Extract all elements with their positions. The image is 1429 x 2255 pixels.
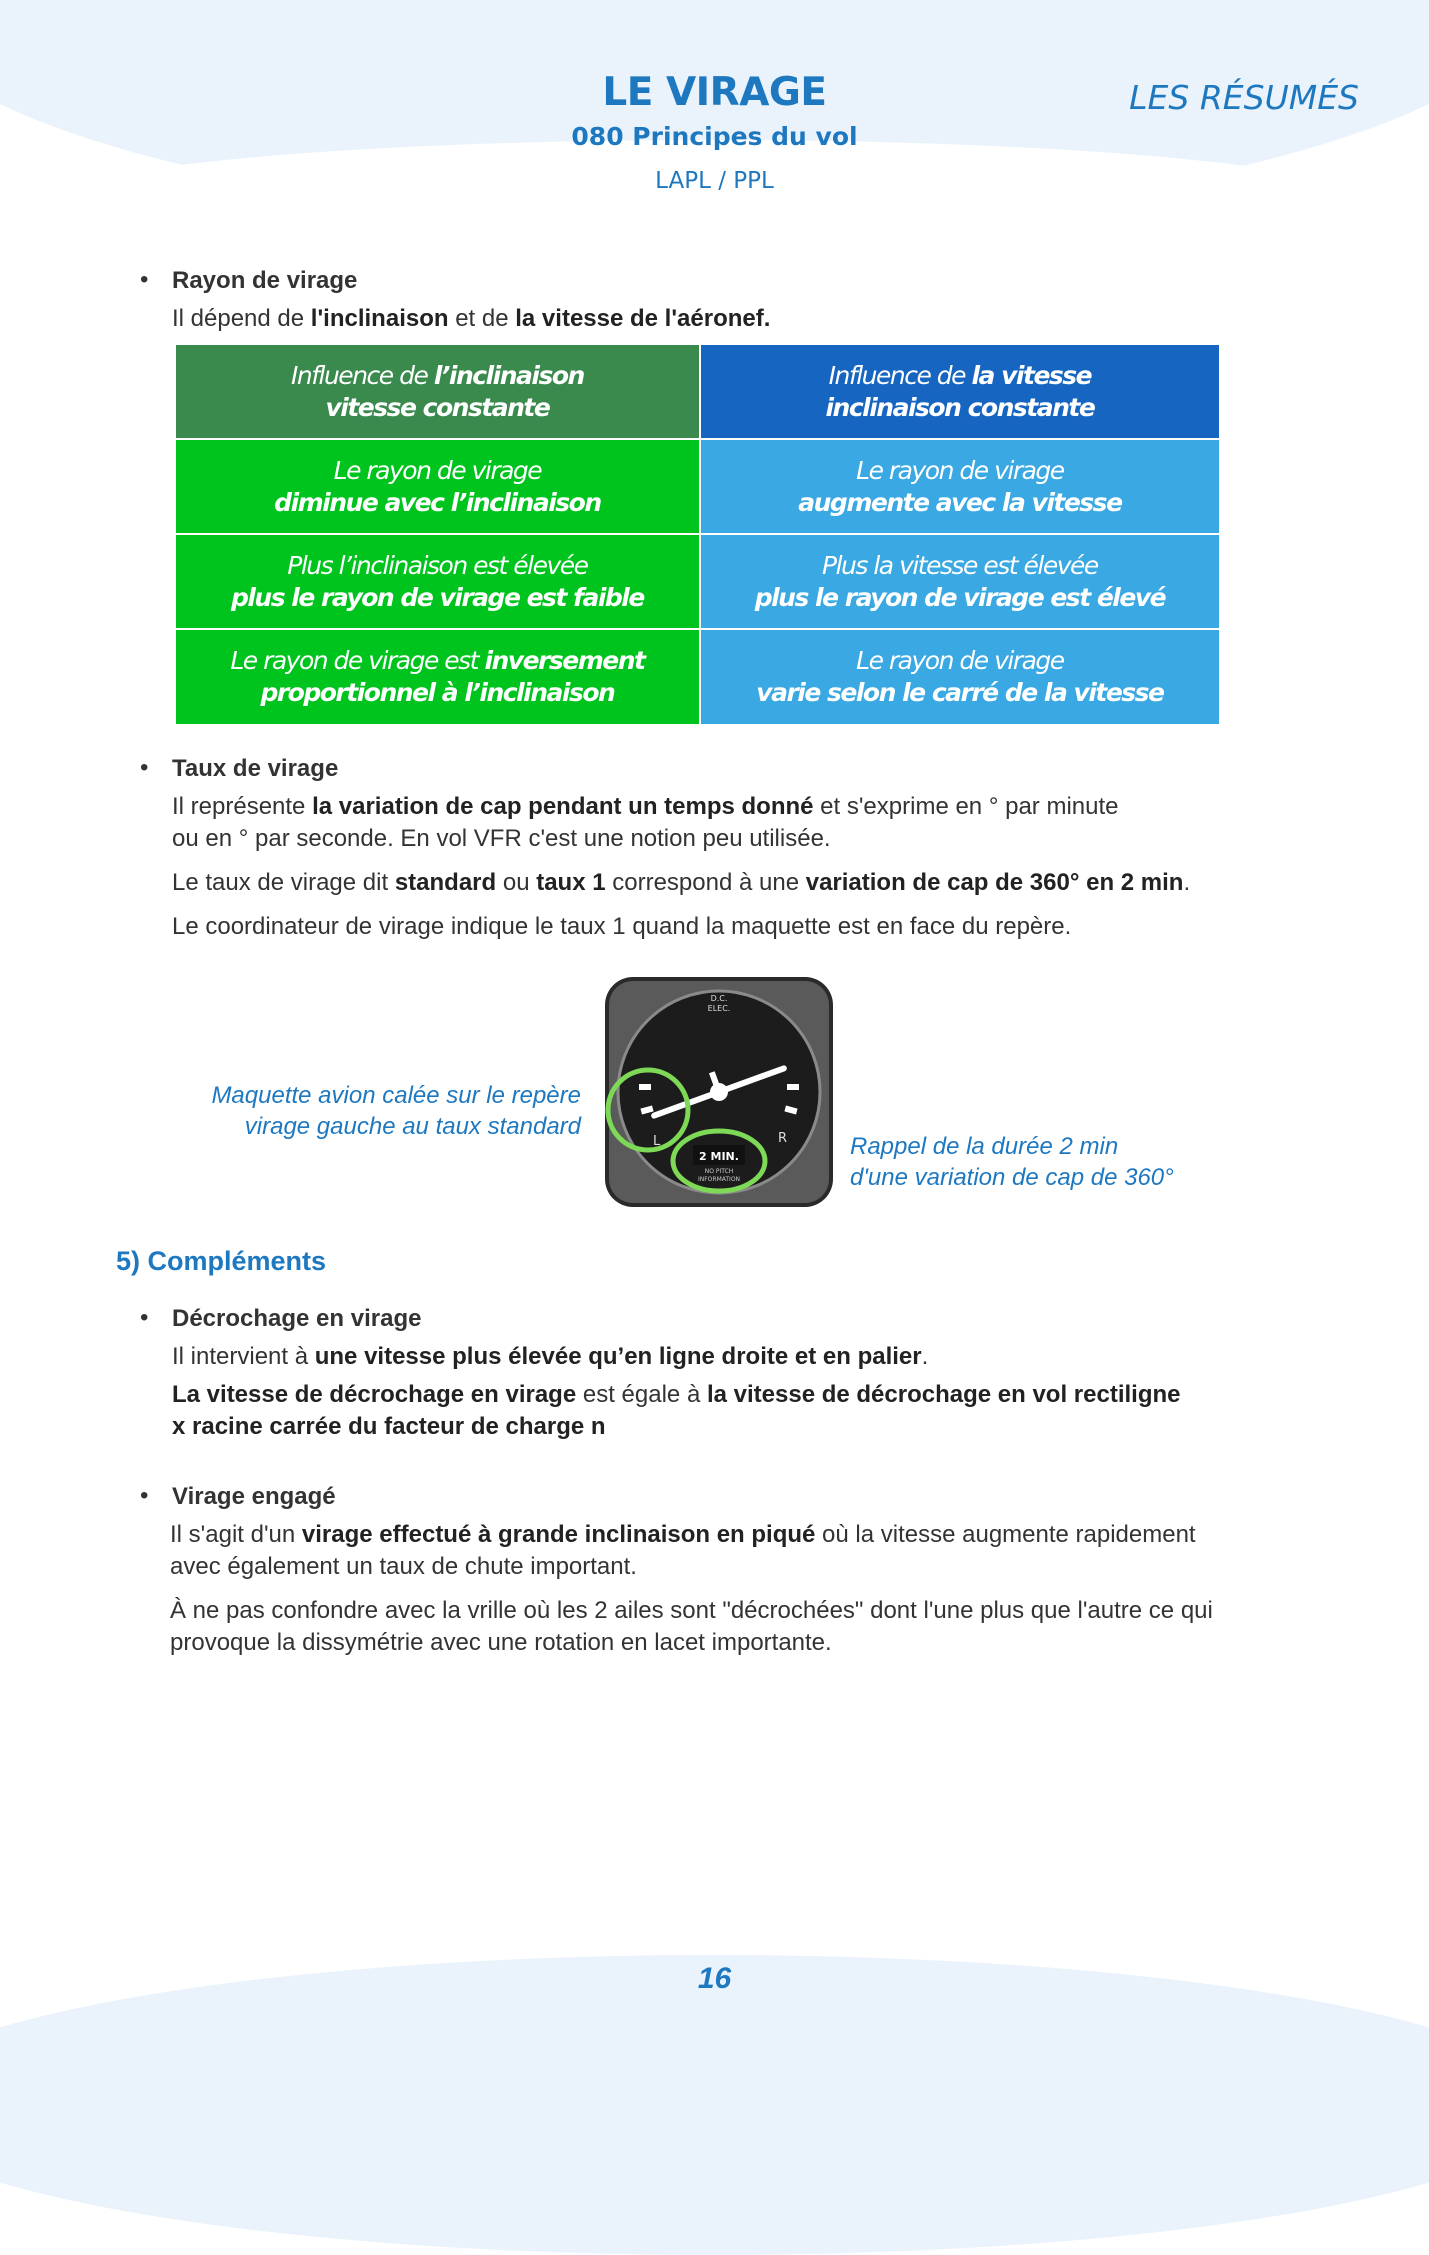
page-title: LE VIRAGE <box>602 70 827 115</box>
category-label: LES RÉSUMÉS <box>1129 78 1359 117</box>
table-cell: Le rayon de virage est inversement proportionnel à l’inclinaison <box>175 629 700 725</box>
taux-paragraph-1: Il représente la variation de cap pendant un temps donné et s'exprime en ° par minute ou en ° par seconde. En vol VFR c'est une notion peu utilisée. <box>172 793 1119 852</box>
table-head-inclinaison: Influence de l’inclinaison vitesse constante <box>175 344 700 439</box>
taux-paragraph-3: Le coordinateur de virage indique le taux 1 quand la maquette est en face du repère. <box>172 913 1072 940</box>
engage-paragraph-2: À ne pas confondre avec la vrille où les 2 ailes sont "décrochées" dont l'une plus que l'autre ce qui provoque la dissymétrie avec une rotation en lacet importante. <box>170 1597 1213 1656</box>
instrument-text-2min: 2 MIN. <box>699 1150 739 1163</box>
instrument-text-elec: ELEC. <box>707 1004 731 1013</box>
page-level: LAPL / PPL <box>655 168 774 194</box>
page-number: 16 <box>697 1962 732 1995</box>
tick-right-level <box>787 1084 799 1090</box>
bullet-rayon-title: • Rayon de virage <box>172 267 357 295</box>
table-cell: Le rayon de virage augmente avec la vitesse <box>700 439 1220 534</box>
bullet-taux-title: • Taux de virage <box>172 755 338 783</box>
tick-left-level <box>639 1084 651 1090</box>
instrument-text-nopitch: NO PITCH <box>704 1168 734 1175</box>
bullet-decrochage-title: • Décrochage en virage <box>172 1305 421 1333</box>
table-cell: Plus l’inclinaison est élevée plus le rayon de virage est faible <box>175 534 700 629</box>
instrument-text-information: INFORMATION <box>697 1176 741 1183</box>
engage-paragraph-1: Il s'agit d'un virage effectué à grande inclinaison en piqué où la vitesse augmente rapidement avec également un taux de chute important. <box>170 1521 1196 1580</box>
instrument-text-l: L <box>653 1134 661 1149</box>
header-curve <box>60 140 1360 260</box>
page-subtitle: 080 Principes du vol <box>571 122 858 151</box>
table-cell: Plus la vitesse est élevée plus le rayon de virage est élevé <box>700 534 1220 629</box>
taux-paragraph-2: Le taux de virage dit standard ou taux 1 correspond à une variation de cap de 360° en 2 min. <box>172 869 1191 896</box>
decrochage-paragraph-1: Il intervient à une vitesse plus élevée qu’en ligne droite et en palier. <box>172 1343 929 1370</box>
instrument-text-r: R <box>778 1131 788 1146</box>
turn-coordinator-image <box>603 975 835 1209</box>
rayon-intro: Il dépend de l'inclinaison et de la vitesse de l'aéronef. <box>172 305 771 332</box>
caption-duree: Rappel de la durée 2 min d'une variation de cap de 360° <box>850 1133 1174 1191</box>
table-head-vitesse: Influence de la vitesse inclinaison constante <box>700 344 1220 439</box>
instrument-text-dc: D.C. <box>710 994 728 1003</box>
bullet-engage-title: • Virage engagé <box>172 1483 336 1511</box>
footer-background <box>0 1955 1429 2255</box>
section-heading-complements: 5) Compléments <box>116 1246 327 1276</box>
table-cell: Le rayon de virage diminue avec l’inclinaison <box>175 439 700 534</box>
influence-table <box>174 343 1221 726</box>
caption-maquette: Maquette avion calée sur le repère virage gauche au taux standard <box>211 1082 581 1140</box>
decrochage-paragraph-2: La vitesse de décrochage en virage est égale à la vitesse de décrochage en vol rectiligne x racine carrée du facteur de charge n <box>172 1381 1181 1440</box>
table-cell: Le rayon de virage varie selon le carré de la vitesse <box>700 629 1220 725</box>
